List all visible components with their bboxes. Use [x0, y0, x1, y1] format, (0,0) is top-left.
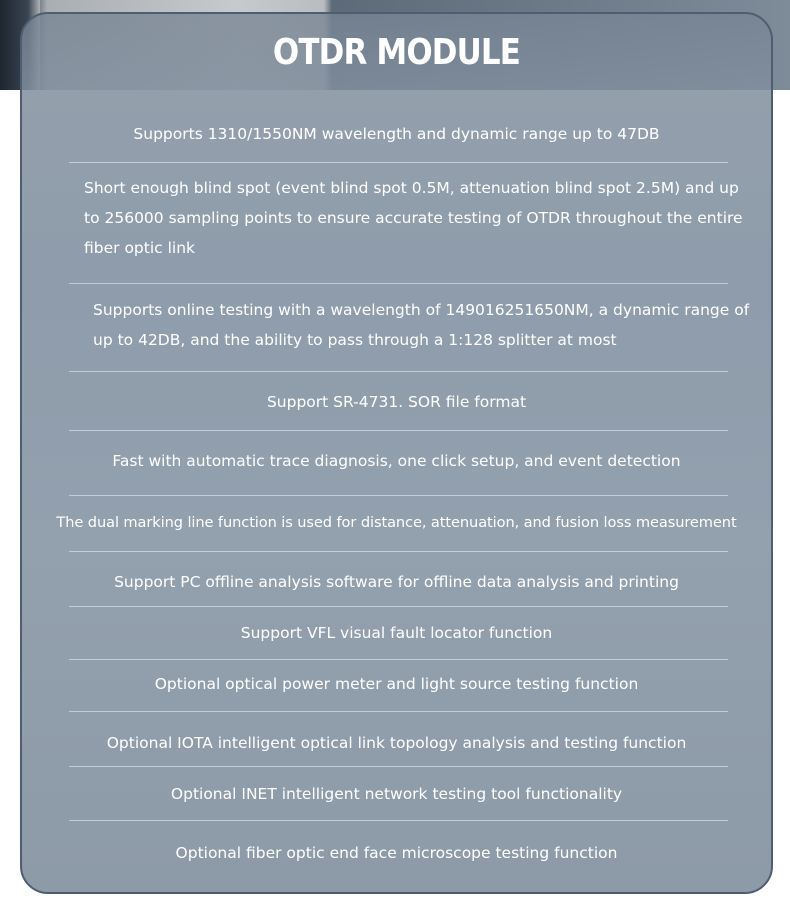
feature-item: Optional INET intelligent network testing tool functionality [170, 785, 623, 803]
divider [69, 711, 728, 712]
feature-item: Support SR-4731. SOR file format [266, 393, 527, 411]
feature-item: Support VFL visual fault locator function [240, 624, 553, 642]
divider [69, 551, 728, 552]
page-title: OTDR MODULE [272, 32, 521, 73]
divider [69, 606, 728, 607]
divider [69, 659, 728, 660]
feature-item: The dual marking line function is used for distance, attenuation, and fusion loss measurement [56, 514, 737, 531]
feature-item: Supports 1310/1550NM wavelength and dynamic range up to 47DB [133, 125, 660, 143]
feature-item: Optional optical power meter and light source testing function [154, 675, 639, 693]
feature-item-line: fiber optic link [84, 239, 196, 257]
divider [69, 495, 728, 496]
divider [69, 162, 728, 163]
divider [69, 371, 728, 372]
feature-item-line: Supports online testing with a wavelength of 149016251650NM, a dynamic range of [93, 301, 750, 319]
feature-item: Optional fiber optic end face microscope testing function [175, 844, 618, 862]
feature-item: Support PC offline analysis software for offline data analysis and printing [114, 573, 679, 591]
feature-item-line: up to 42DB, and the ability to pass through a 1:128 splitter at most [93, 331, 617, 349]
divider [69, 766, 728, 767]
divider [69, 283, 728, 284]
feature-card [20, 12, 773, 894]
divider [69, 430, 728, 431]
feature-item: Optional IOTA intelligent optical link topology analysis and testing function [106, 734, 687, 752]
feature-item: Fast with automatic trace diagnosis, one click setup, and event detection [112, 452, 681, 470]
divider [69, 820, 728, 821]
feature-item-line: to 256000 sampling points to ensure accurate testing of OTDR throughout the entire [84, 209, 743, 227]
feature-item-line: Short enough blind spot (event blind spot 0.5M, attenuation blind spot 2.5M) and up [84, 179, 739, 197]
